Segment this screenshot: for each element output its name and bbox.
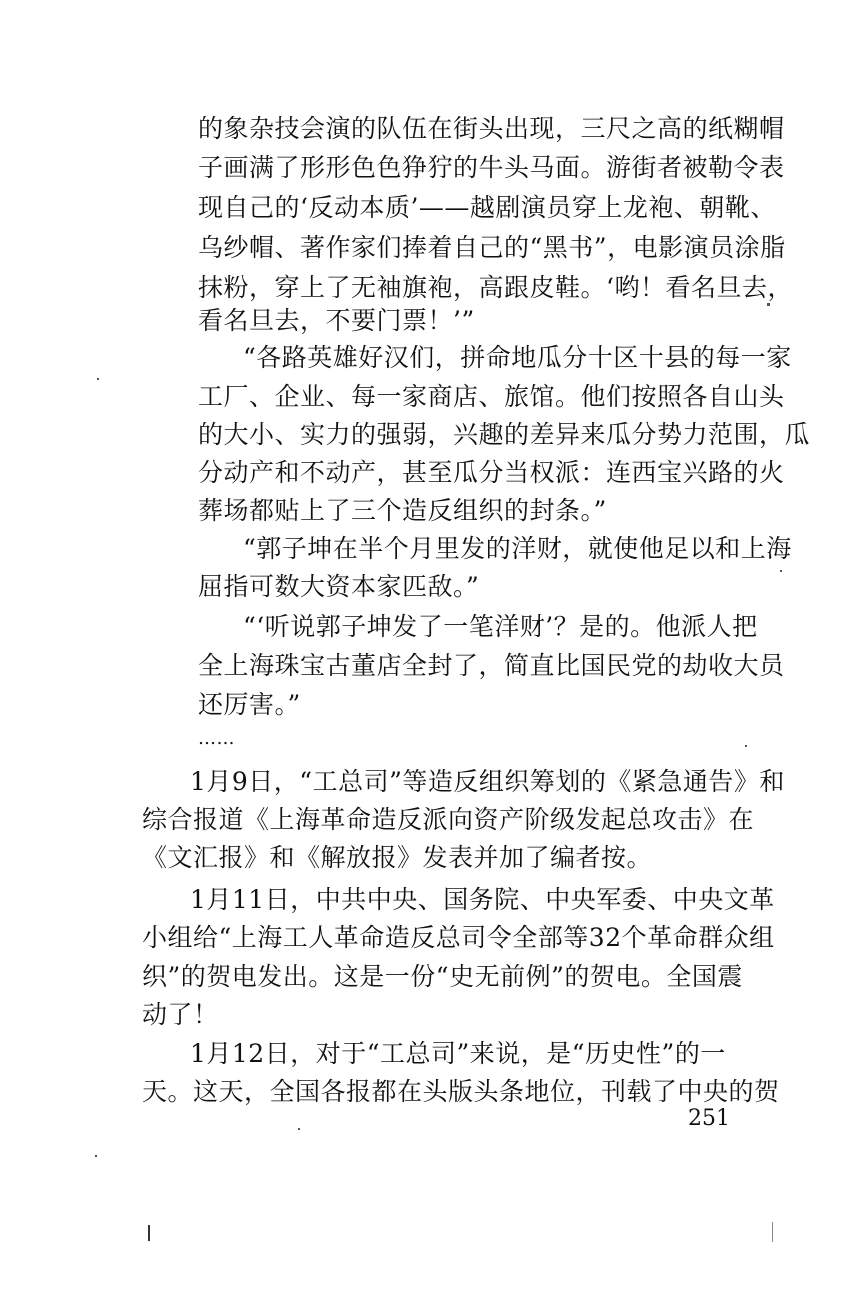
body-line: 织”的贺电发出。这是一份“史无前例”的贺电。全国震 [142,962,743,991]
scan-speck [95,1155,97,1157]
quote-line: 子画满了形形色色狰狞的牛头马面。游街者被勒令表 [198,153,785,182]
scan-speck [780,570,782,572]
quote-line: 还厉害。” [198,690,301,719]
quote-line: 的象杂技会演的队伍在街头出现，三尺之高的纸糊帽 [198,114,785,143]
quote-line: 屈指可数大资本家匹敌。” [198,572,480,601]
quote-line: 看名旦去，不要门票！’” [198,306,475,335]
scan-speck [97,378,99,380]
scan-speck [745,745,747,747]
body-line: 1月11日，中共中央、国务院、中央军委、中央文革 [190,885,775,914]
quote-line: “郭子坤在半个月里发的洋财，就使他足以和上海 [243,534,792,563]
quote-line: 全上海珠宝古董店全封了，简直比国民党的劫收大员 [198,651,785,680]
quote-line: 分动产和不动产，甚至瓜分当权派：连西宝兴路的火 [198,458,785,487]
quote-line: 葬场都贴上了三个造反组织的封条。” [198,496,607,525]
body-line: 天。这天，全国各报都在头版头条地位，刊载了中央的贺 [142,1077,780,1106]
quote-line: 工厂、企业、每一家商店、旅馆。他们按照各自山头 [198,382,785,411]
page-number: 251 [688,1106,730,1131]
quote-line: “各路英雄好汉们，拼命地瓜分十区十县的每一家 [243,343,792,372]
body-line: 动了！ [142,1000,219,1029]
body-line: 《文汇报》和《解放报》发表并加了编者按。 [142,843,653,872]
scan-speck [298,1128,300,1130]
scan-speck [767,303,770,306]
scan-mark [148,1225,150,1241]
quote-line: 现自己的‘反动本质’——越剧演员穿上龙袍、朝靴、 [198,193,776,222]
body-line: 小组给“上海工人革命造反总司令全部等32个革命群众组 [142,923,775,952]
quote-line: 乌纱帽、著作家们捧着自己的“黑书”，电影演员涂脂 [198,233,786,262]
body-line: 综合报道《上海革命造反派向资产阶级发起总攻击》在 [142,805,755,834]
quote-line: 抹粉，穿上了无袖旗袍，高跟皮鞋。‘哟！看名旦去， [198,273,793,302]
scan-mark [772,1222,773,1242]
ellipsis: …… [198,728,235,749]
body-line: 1月12日，对于“工总司”来说，是“历史性”的一 [190,1039,726,1068]
body-line: 1月9日，“工总司”等造反组织筹划的《紧急通告》和 [190,767,785,796]
quote-line: “‘听说郭子坤发了一笔洋财’？是的。他派人把 [243,612,758,641]
quote-line: 的大小、实力的强弱，兴趣的差异来瓜分势力范围，瓜 [198,420,811,449]
